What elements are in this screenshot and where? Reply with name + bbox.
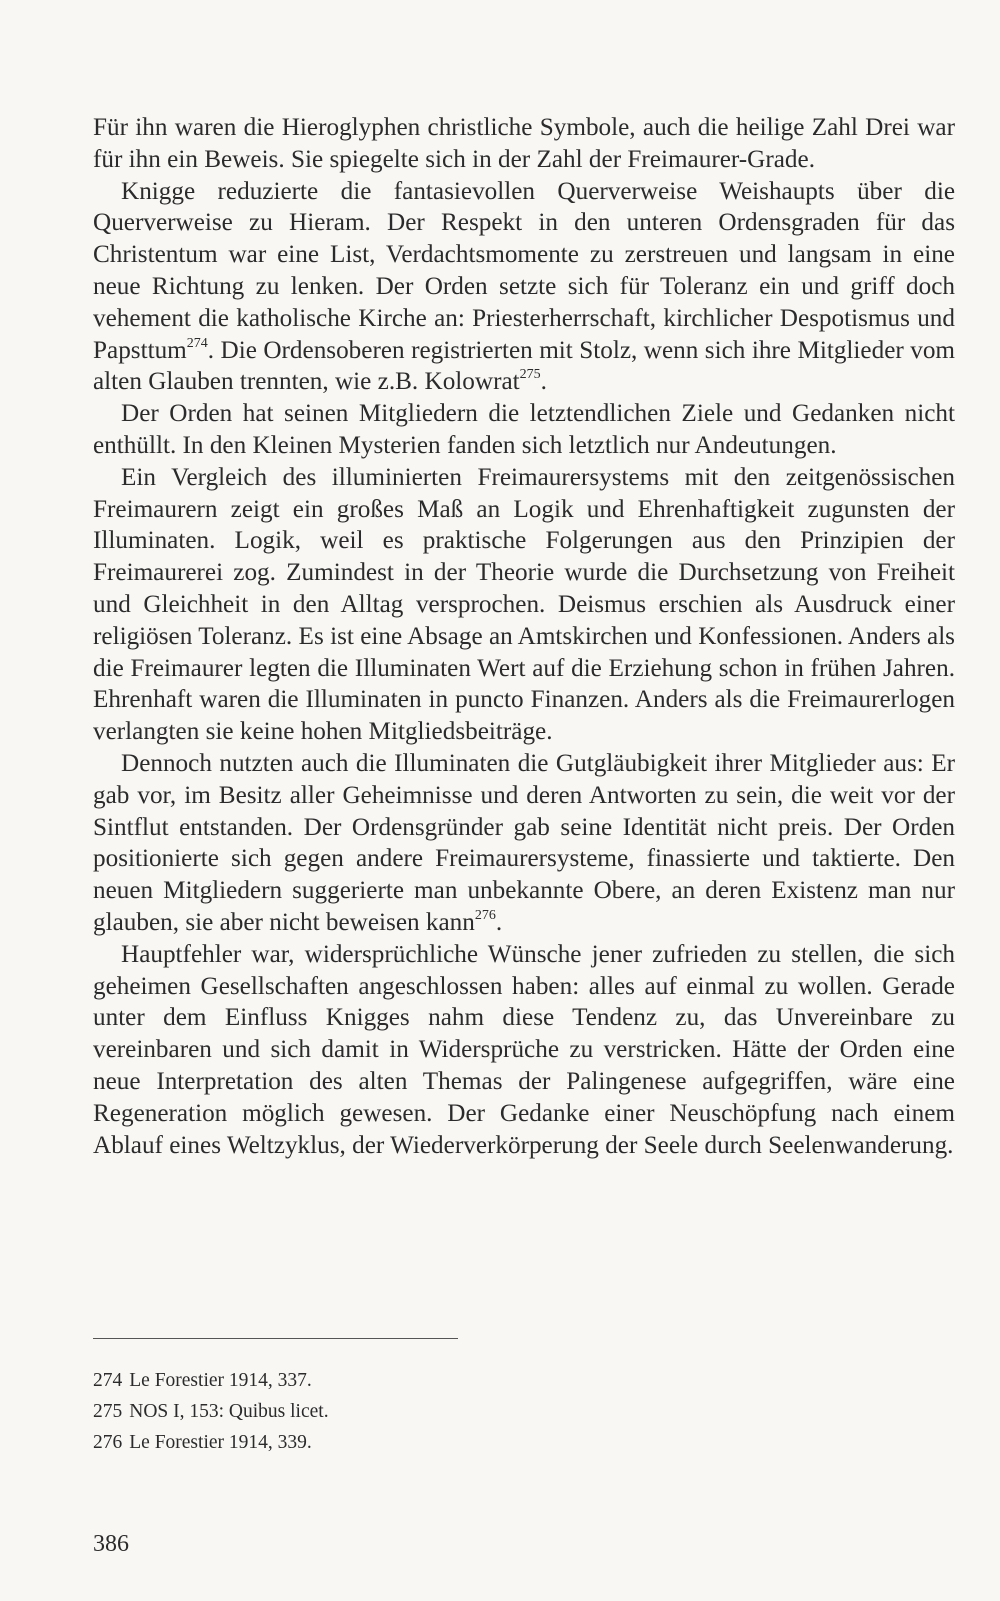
paragraph — [93, 939, 955, 1162]
footnote-276 — [93, 1427, 329, 1458]
footnote-ref-274[interactable]: 274 — [186, 335, 208, 351]
paragraph — [93, 176, 955, 399]
footnote-274 — [93, 1365, 329, 1396]
footnote-text: Le Forestier 1914, 339. — [129, 1432, 312, 1453]
main-text — [93, 112, 955, 1161]
text-run: Der Orden hat seinen Mitgliedern die letztendlichen Ziele und Gedanken nicht enthüllt. In den Kleinen Mysterien fanden sich letztlich nur Andeutungen. — [93, 400, 955, 459]
text-run: Knigge reduzierte die fantasievollen Querverweise Weishaupts über die Querverweise zu Hieram. Der Respekt in den unteren Ordensgraden für das Christentum war eine List, Verdachtsmomente zu zerstreuen und langsam in eine neue Richtung zu lenken. Der Orden setzte sich für Toleranz ein und griff doch vehement die katholische Kirche an: Priesterherrschaft, kirchlicher Despotismus und Papsttum — [93, 177, 955, 364]
text-run: . — [495, 908, 503, 936]
footnotes — [93, 1365, 329, 1458]
footnote-number: 276 — [93, 1432, 123, 1453]
text-run: Ein Vergleich des illuminierten Freimaurersystems mit den zeitgenössischen Freimaurern zeigt ein großes Maß an Logik und Ehrenhaftigkeit zugunsten der Illuminaten. Logik, weil es praktische Folgerungen aus den Prinzipien der Freimaurerei zog. Zumindest in der Theorie wurde die Durchsetzung von Freiheit und Gleichheit in den Alltag versprochen. Deismus erschien als Ausdruck einer religiösen Toleranz. Es ist eine Absage an Amtskirchen und Konfessionen. Anders als die Freimaurer legten die Illuminaten Wert auf die Erziehung schon in frühen Jahren. Ehrenhaft waren die Illuminaten in puncto Finanzen. Anders als die Freimaurerlogen verlangten sie keine hohen Mitgliedsbeiträge. — [93, 463, 955, 746]
text-run: Für ihn waren die Hieroglyphen christliche Symbole, auch die heilige Zahl Drei war für ihn ein Beweis. Sie spiegelte sich in der Zahl der Freimaurer-Grade. — [93, 114, 955, 173]
footnote-number: 275 — [93, 1401, 123, 1422]
text-run: Hauptfehler war, widersprüchliche Wünsche jener zufrieden zu stellen, die sich geheimen Gesellschaften angeschlossen haben: alles auf einmal zu wollen. Gerade unter dem Einfluss Knigges nahm diese Tendenz zu, das Unvereinbare zu vereinbaren und sich damit in Widersprüche zu verstricken. Hätte der Orden eine neue Interpretation des alten Themas der Palingenese aufgegriffen, wäre eine Regeneration möglich gewesen. Der Gedanke einer Neuschöpfung nach einem Ablauf eines Weltzyklus, der Wiederverkörperung der Seele durch Seelenwanderung. — [93, 940, 955, 1159]
footnote-divider — [93, 1338, 458, 1339]
paragraph — [93, 112, 955, 176]
text-run: Dennoch nutzten auch die Illuminaten die Gutgläubigkeit ihrer Mitglieder aus: Er gab vor, im Besitz aller Geheimnisse und deren Antworten zu sein, die weit vor der Sintflut entstanden. Der Ordensgründer gab seine Identität nicht preis. Der Orden positionierte sich gegen andere Freimaurersysteme, finassierte und taktierte. Den neuen Mitgliedern suggerierte man unbekannte Obere, an deren Existenz man nur glauben, sie aber nicht beweisen kann — [93, 749, 955, 936]
page-number: 386 — [93, 1531, 129, 1557]
footnote-text: Le Forestier 1914, 337. — [129, 1370, 312, 1391]
footnote-275 — [93, 1396, 329, 1427]
footnote-number: 274 — [93, 1370, 123, 1391]
paragraph — [93, 398, 955, 462]
text-run: . — [540, 368, 547, 396]
footnote-ref-275[interactable]: 275 — [519, 367, 541, 383]
text-run: . Die Ordensoberen registrierten mit Stolz, wenn sich ihre Mitglieder vom alten Glauben trennten, wie z.B. Kolowrat — [93, 336, 955, 396]
paragraph — [93, 462, 955, 748]
footnote-text: NOS I, 153: Quibus licet. — [129, 1401, 329, 1422]
paragraph — [93, 748, 955, 939]
footnote-ref-276[interactable]: 276 — [474, 907, 496, 923]
